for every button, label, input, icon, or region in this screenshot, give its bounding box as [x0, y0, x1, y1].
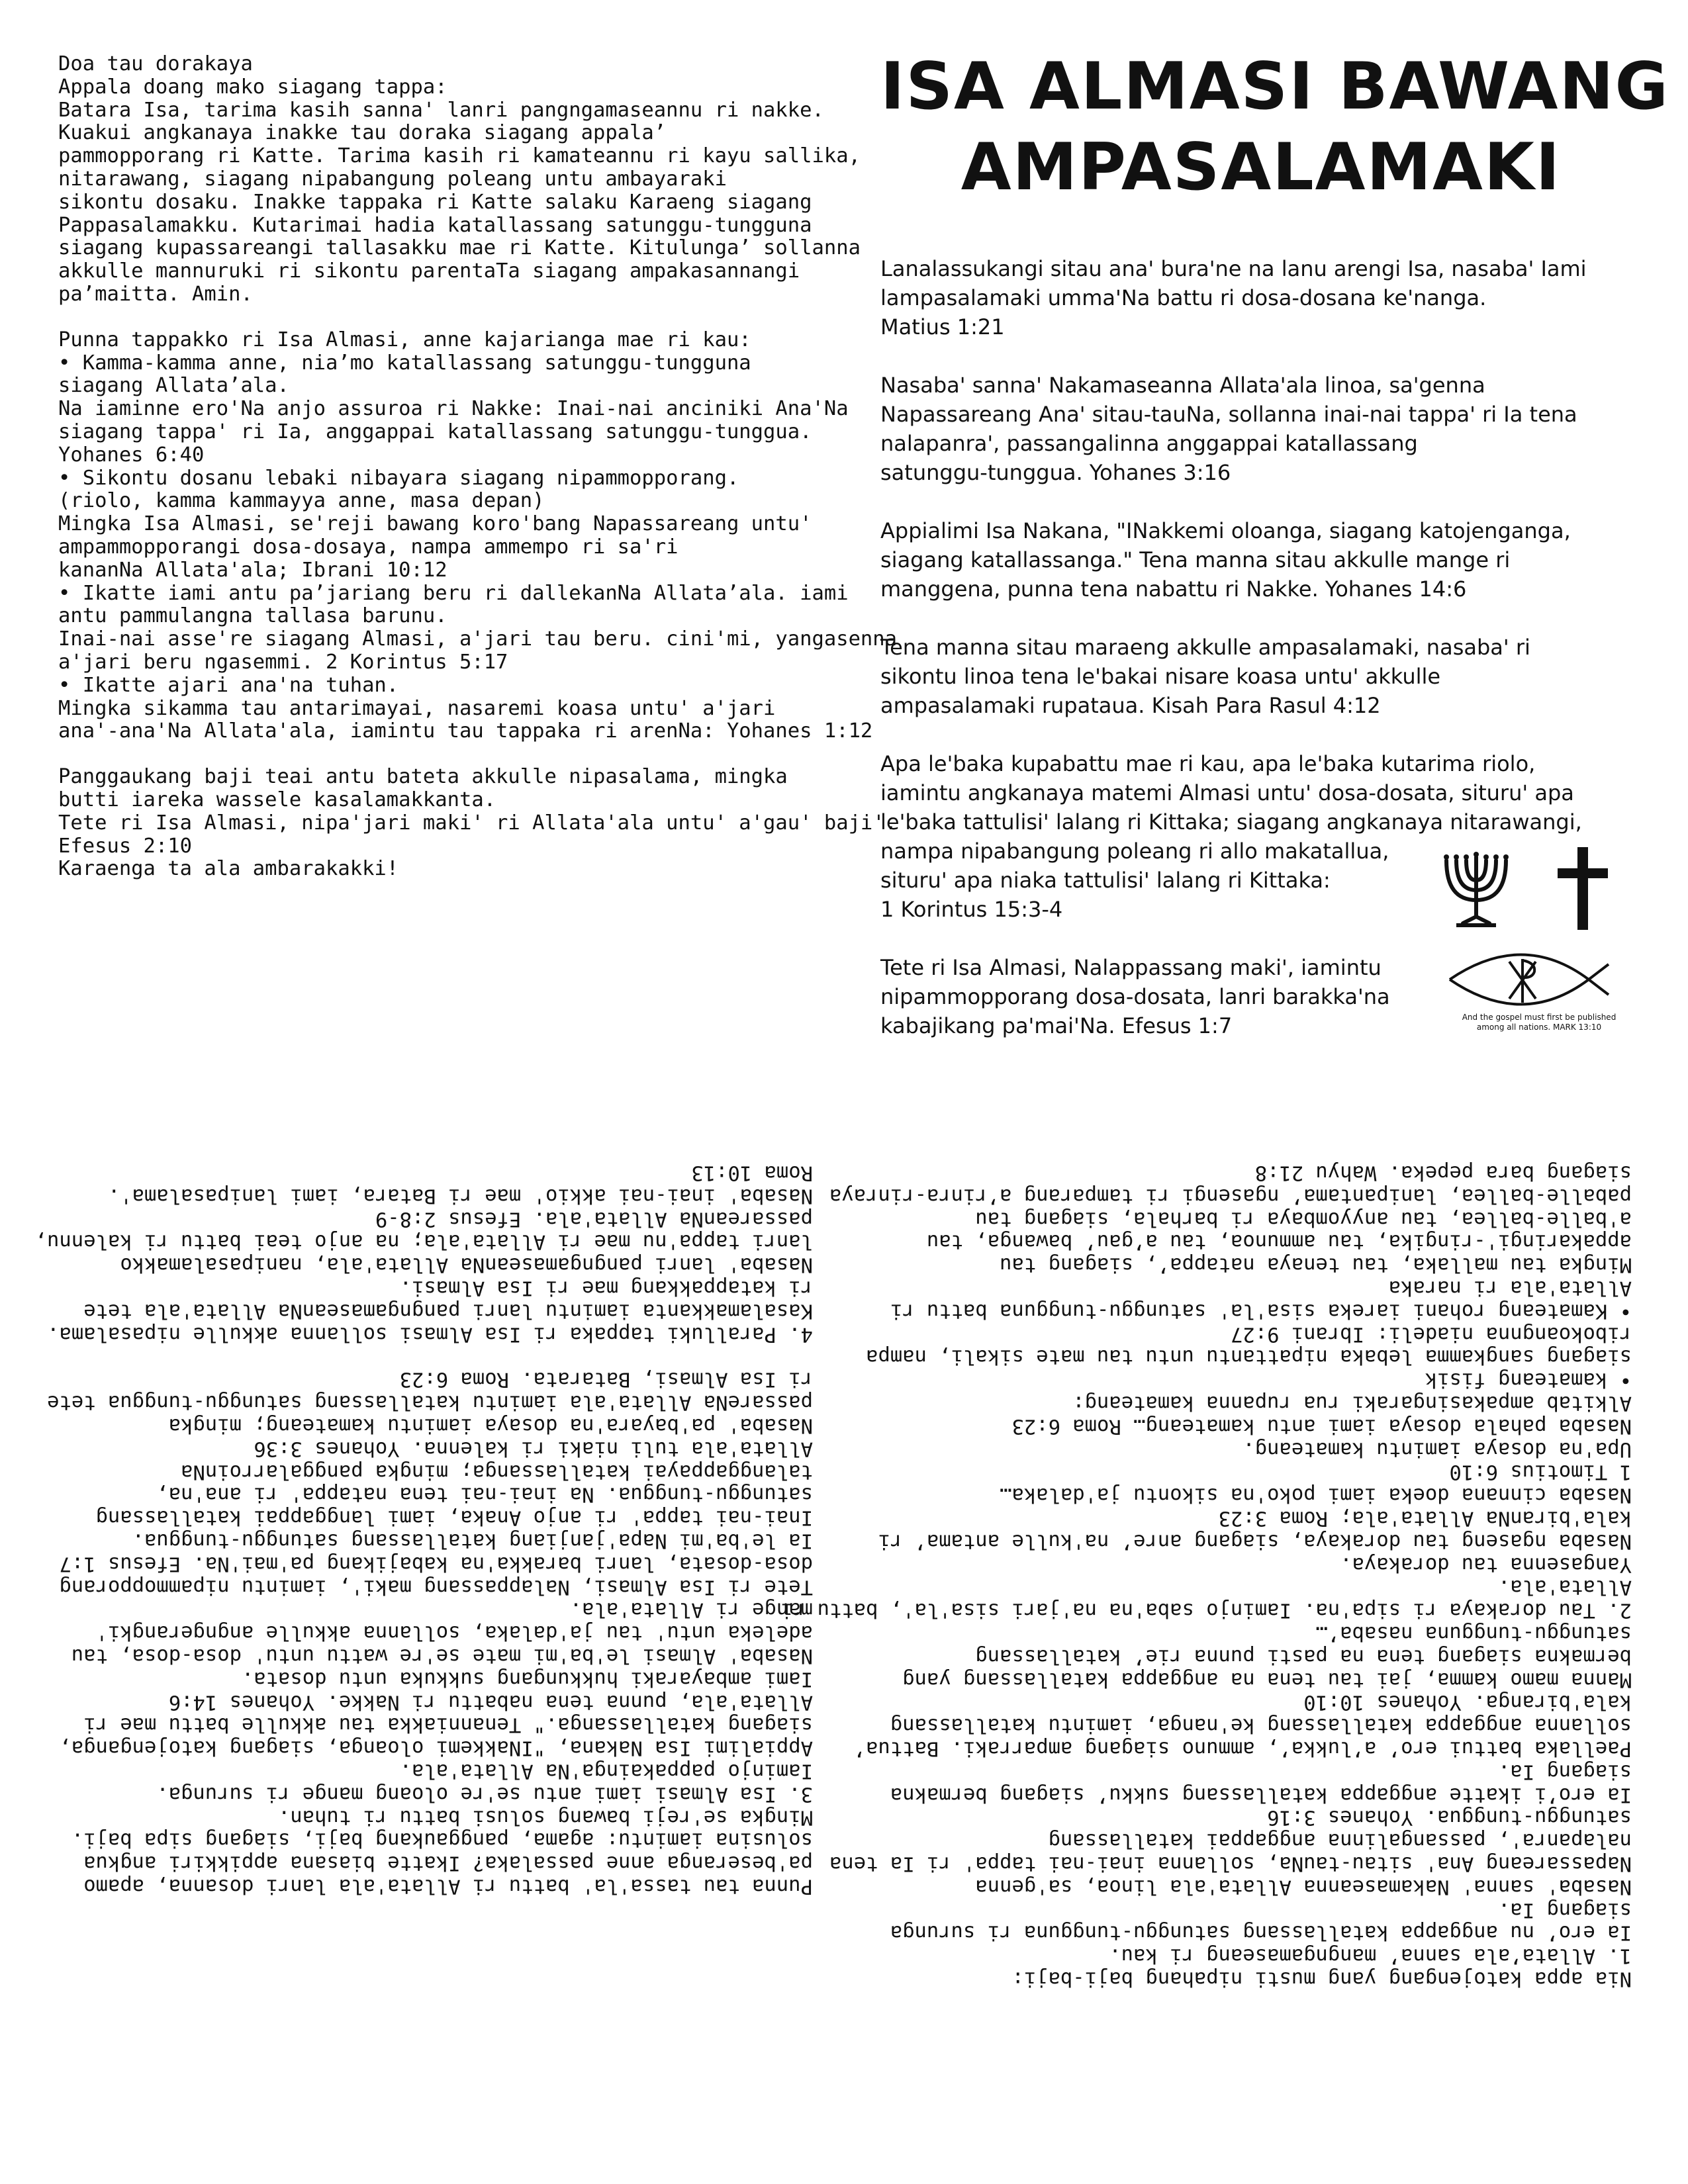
prayer-panel: [58, 52, 898, 903]
symbols-caption: [1440, 1013, 1638, 1032]
caption-line: And the gospel must first be published: [1462, 1013, 1617, 1022]
prayer-paragraph: [58, 52, 861, 306]
verse-paragraph: [880, 371, 1642, 487]
text-line: lampasalamaki umma'Na battu ri dosa-dosana ke'nanga.: [880, 285, 1487, 310]
title-line: ISA ALMASI BAWANG: [880, 49, 1669, 124]
text-line: Nasaba cinnana doeka iami poko'na sikontu ja'dalaka…: [1000, 1483, 1632, 1507]
text-line: Upa'na dosaya iamintu kamateang.: [1243, 1437, 1632, 1461]
text-line: Nasaba' sanna' Nakamaseanna Allata'ala linoa, sa'genna: [880, 373, 1485, 398]
text-line: Alkitab ampakasingaraki rua rupanna kamateang:: [1072, 1391, 1632, 1415]
ichthys-chi-rho-icon: [1450, 955, 1609, 1005]
text-line: dosa-dosata, lanri barakka'na kabajikang pa'mai'Na. Efesus 1:7: [59, 1552, 813, 1576]
text-line: Allata'ala.: [1498, 1576, 1632, 1600]
text-line: le'baka tattulisi' lalang ri Kittaka; siagang angkanaya nitarawangi,: [880, 809, 1582, 835]
text-line: Punna tau tassa'la' battu ri Allata'ala lanri dosanna, apamo: [83, 1874, 813, 1898]
text-line: nitarawang, siagang nipabangung poleang untu ambayaraki: [58, 167, 727, 191]
verse-paragraph: [880, 516, 1642, 604]
truths-paragraph: [780, 1161, 1632, 1991]
verse-paragraph: [880, 254, 1642, 341]
text-line: siagang sangkamma lebaka nipattantu untu tau mate sikali, nampa: [866, 1345, 1632, 1369]
text-line: Ia ero’i ikatte anggappa katallassang sukku’ siagang bermakna: [890, 1783, 1632, 1807]
text-line: ana'-ana'Na Allata'ala, iamintu tau tappaka ri arenNa: Yohanes 1:12: [58, 719, 873, 743]
text-line: siagang Allata’ala.: [58, 374, 289, 398]
text-line: Appialimi Isa Nakana, "INakkemi oloanga, siagang katojenganga,: [880, 518, 1571, 543]
cross-icon: [1558, 847, 1608, 930]
text-line: Batara Isa, tarima kasih sanna' lanri pangngamaseannu ri nakke.: [58, 98, 824, 122]
text-line: Tete ri Isa Almasi, Nalappassang maki', iamintu nipammopporang: [59, 1575, 813, 1599]
text-line: 1. Allata’ala sanna’ mangngamaseang ri kau.: [1109, 1944, 1632, 1968]
text-line: Inai-nai tappa' ri anjo Anaka, iami langgappai katallassang: [95, 1506, 813, 1529]
text-line: Nasaba pahala dosaya iami antu kamateang… Roma 6:23: [1011, 1414, 1632, 1438]
text-line: Efesus 2:10: [58, 834, 192, 858]
text-line: Apa le'baka kupabattu mae ri kau, apa le'baka kutarima riolo,: [880, 751, 1536, 776]
text-line: manggena, punna tena nabattu ri Nakke. Yohanes 14:6: [880, 576, 1467, 602]
text-line: 1 Timotius 6:10: [1449, 1461, 1632, 1484]
text-line: solusina iamintu: agama, panggaukang baji, siagang sipa baji.: [71, 1829, 813, 1852]
text-line: Kuakui angkanaya inakke tau doraka siagang appala’: [58, 121, 667, 145]
text-line: paballe-ballea, lanipantama’ ngasengi ri tamparang a’rinra-rinraya: [829, 1184, 1632, 1208]
text-line: siagang tappa' ri Ia, anggappai katallassang satunggu-tunggua.: [58, 420, 812, 443]
text-line: kananNa Allata'ala; Ibrani 10:12: [58, 558, 447, 582]
good-works-paragraph: [58, 765, 898, 881]
text-line: Yangasenna tau dorakaya.: [1340, 1553, 1632, 1576]
text-line: Nasaba ngaseng tau dorakaya, siagang anre’ na'kulle antama’ ri: [878, 1529, 1632, 1553]
text-line: a'balle-ballea, tau anyyombaya ri barhala, siagang tau: [975, 1207, 1632, 1231]
text-line: nipammopporang dosa-dosata, lanri barakka'na: [880, 984, 1390, 1009]
text-line: nalapanra', passangalinna anggappai katallassang: [880, 431, 1418, 456]
text-line: Punna tappakko ri Isa Almasi, anne kajarianga mae ri kau:: [58, 328, 751, 351]
text-line: • Ikatte ajari ana'na tuhan.: [58, 673, 399, 697]
text-line: Napassareang Ana' sitau-tauNa, sollanna inai-nai tappa' ri Ia tena: [880, 402, 1577, 427]
text-line: lanri tappa'nu mae ri Allata'ala; na anjo teai battu ri kalennu,: [34, 1230, 813, 1254]
caption-line: among all nations. MARK 13:10: [1476, 1023, 1602, 1032]
text-line: ri Isa Almasi, Batarata. Roma 6:23: [399, 1368, 813, 1392]
text-line: satunggu-tunggua. Yohanes 3:16: [1267, 1806, 1632, 1830]
text-line: kala'biranNa Allata'ala; Roma 3:23: [1218, 1506, 1632, 1530]
text-line: butti iareka wassele kasalamakkanta.: [58, 788, 496, 811]
text-line: ri katappakkang mae ri Isa Almasi.: [399, 1276, 813, 1300]
text-line: appakaringi'-ringika, tau ammunoa, tau a’gau’ bawanga, tau: [926, 1230, 1632, 1254]
text-line: Allata'ala, punna tena nabattu ri Nakke. Yohanes 14:6: [168, 1690, 813, 1714]
text-line: 4. Paralluki tappaka ri Isa Almasi sollanna akkulle nipasalama.: [47, 1322, 813, 1346]
text-line: siagang Ia.: [1498, 1760, 1632, 1784]
text-line: (riolo, kamma kammayya anne, masa depan): [58, 489, 545, 513]
text-line: Ia le'ba'mi Napa'janjiang katallassang satunggu-tunggua.: [132, 1529, 813, 1553]
text-line: passareanNa Allata'ala. Efesus 2:8-9: [375, 1207, 813, 1231]
text-line: satunggu-tungguna nasaba’…: [1315, 1621, 1632, 1645]
text-line: Mingka se'reji bawang solusi battu ri tuhan.: [278, 1805, 813, 1829]
text-line: Karaenga ta ala ambarakakki!: [58, 857, 399, 881]
text-line: Pappasalamakku. Kutarimai hadia katallassang satunggu-tungguna: [58, 213, 812, 237]
text-line: Yohanes 6:40: [58, 443, 205, 467]
text-line: Lanalassukangi sitau ana' bura'ne na lanu arengi Isa, nasaba' Iami: [880, 256, 1587, 281]
text-line: Ia ero’ nu anggappa katallassang satunggu-tungguna ri surunga: [890, 1921, 1632, 1945]
text-line: satunggu-tunggua. Yohanes 3:16: [880, 460, 1231, 485]
text-line: iamintu angkanaya matemi Almasi untu' dosa-dosata, situru' apa: [880, 780, 1574, 805]
text-line: mange ri Allata'ala.: [569, 1598, 813, 1622]
text-line: Tena manna sitau maraeng akkulle ampasalamaki, nasaba' ri: [880, 635, 1530, 660]
text-line: siagang katallassanga." Tena manna sitau akkulle mange ri: [880, 547, 1511, 572]
text-line: Iaminjo pappakainga'Na Allata'ala.: [399, 1759, 813, 1783]
text-line: akkulle mannuruki ri sikontu parentaTa siagang ampakasannangi: [58, 259, 800, 283]
page-title: [880, 46, 1669, 208]
text-line: Nasaba' Almasi le'ba'mi mate se're wattu untu' dosa-dosa, tau: [71, 1644, 813, 1668]
text-line: nampa nipabangung poleang ri allo makatallua,: [880, 839, 1389, 864]
text-line: adeleka untu' tau ja'dalaka, sollanna akkulle angngerangki': [95, 1621, 813, 1645]
text-line: • Sikontu dosanu lebaki nibayara siagang nipammopporang.: [58, 466, 739, 490]
text-line: sikontu dosaku. Inakke tappaka ri Katte salaku Karaeng siagang: [58, 190, 812, 214]
text-line: siagang Ia.: [1498, 1898, 1632, 1922]
faith-paragraph: [34, 1161, 813, 1346]
text-line: antu pammulangna tallasa barunu.: [58, 604, 447, 628]
truths-panel-rotated: [780, 1138, 1632, 1991]
text-line: Na iaminne ero'Na anjo assuroa ri Nakke: Inai-nai anciniki Ana'Na: [58, 397, 849, 421]
text-line: Manna mamo kamma, jai tau tena na anggappa katallassang yang: [902, 1668, 1632, 1692]
text-line: Allata'ala tuli niaki ri kalenna. Yohanes 3:36: [254, 1437, 813, 1461]
text-line: pa’maitta. Amin.: [58, 282, 253, 306]
text-line: Nia appa katojengang yang musti nipahang baji-baji:: [1011, 1967, 1632, 1991]
text-line: Kasalamakkanta iamintu lanri pangngamaseanNa Allata'ala tete: [83, 1299, 813, 1323]
text-line: nalapanra', passangalinna anggappai katallassang: [1048, 1829, 1632, 1852]
text-line: siagang katallassanga." Tenanniakka tau akkulle battu mae ri: [83, 1713, 813, 1737]
solution-panel-rotated: [34, 1138, 813, 1898]
text-line: Napassareang Ana' sitau-tauNa, sollanna inai-nai tappa' ri Ia tena: [829, 1852, 1632, 1876]
text-line: bermakna siagang tena na pasti punna rie’ katallassang: [975, 1645, 1632, 1668]
text-line: sollanna anggappa katallassang ke'nanga, iamintu katallassang: [890, 1713, 1632, 1737]
text-line: 3. Isa Almasi iami antu se're oloang mange ri surunga.: [156, 1782, 813, 1806]
verse-paragraph: [880, 633, 1642, 720]
believer-benefits-paragraph: [58, 328, 898, 743]
text-line: Tete ri Isa Almasi, nipa'jari maki' ri Allata'ala untu' a'gau' baji'.: [58, 811, 898, 835]
text-line: Panggaukang baji teai antu bateta akkulle nipasalama, mingka: [58, 765, 788, 789]
text-line: Nasaba' lanri pangngamaseanNa Allata'ala, nanipasalamakko: [120, 1253, 813, 1277]
text-line: ampasalamaki rupataua. Kisah Para Rasul 4:12: [880, 693, 1381, 718]
text-line: Mingka sikamma tau antarimayai, nasaremi koasa untu' a'jari: [58, 696, 776, 720]
text-line: • kamateang fisik: [1425, 1368, 1632, 1392]
solution-paragraph: [47, 1367, 813, 1898]
text-line: Iami ambayaraki hukkungang sukkuka untu dosata.: [241, 1667, 813, 1691]
title-line: AMPASALAMAKI: [961, 130, 1562, 205]
text-line: Nasaba' sanna' Nakamaseanna Allata'ala linoa, sa'genna: [975, 1875, 1632, 1899]
text-line: Nasaba' inai-nai akkio' mae ri Batara, iami lanipasalama'.: [107, 1184, 813, 1208]
text-line: Roma 10:13: [691, 1161, 813, 1185]
menorah-icon: [1444, 852, 1509, 927]
text-line: Appala doang mako siagang tappa:: [58, 75, 447, 99]
text-line: • Ikatte iami antu pa’jariang beru ri dallekanNa Allata’ala. iami: [58, 581, 849, 605]
text-line: Mingka tau mallaka, tau tenaya natappa’, siagang tau: [1000, 1253, 1632, 1277]
text-line: kala'biranga. Yohanes 10:10: [1303, 1691, 1632, 1715]
text-line: passareNa Allata'ala iamintu katallassang satunggu-tunggua tete: [47, 1390, 813, 1414]
text-line: talanggappayai katallassanga; mingka panggalarroinNa: [181, 1460, 813, 1484]
text-line: sikontu linoa tena le'bakai nisare koasa untu' akkulle: [880, 664, 1441, 689]
text-line: Tete ri Isa Almasi, Nalappassang maki', iamintu: [880, 955, 1382, 980]
text-line: satunggu-tunggua. Na inai-nai tena natappa' ri ana'na,: [156, 1483, 813, 1507]
text-line: pa'beseranga anne passalaka? Ikatte biasana appikkiri angkua: [83, 1851, 813, 1875]
text-line: ampammopporangi dosa-dosaya, nampa ammempo ri sa'ri: [58, 535, 679, 559]
text-line: Nasaba' pa'bayara'na dosaya iamintu kamateang; mingka: [168, 1414, 813, 1437]
text-line: Appialimi Isa Nakana, "INakkemi oloanga, siagang katojenganga,: [59, 1736, 813, 1760]
text-line: situru' apa niaka tattulisi' lalang ri Kittaka:: [880, 868, 1331, 893]
text-line: Allata'ala ri naraka: [1388, 1276, 1632, 1300]
text-line: Paellaka battui ero’ a’lukka’, ammuno siagang amparraki. Battua’: [853, 1737, 1632, 1760]
text-line: Inai-nai asse're siagang Almasi, a'jari tau beru. cini'mi, yangasenna: [58, 627, 898, 651]
text-line: Doa tau dorakaya: [58, 52, 253, 75]
text-line: • Kamma-kamma anne, nia’mo katallassang satunggu-tungguna: [58, 351, 751, 375]
text-line: 1 Korintus 15:3-4: [880, 897, 1063, 922]
text-line: siagang bara pepeka. Wahyu 21:8: [1254, 1161, 1632, 1185]
text-line: pammopporang ri Katte. Tarima kasih ri kamateannu ri kayu sallika,: [58, 144, 861, 168]
text-line: kabajikang pa'mai'Na. Efesus 1:7: [880, 1013, 1233, 1038]
text-line: • Kamateang rohani iareka sisa'la' satunggu-tungguna battu ri: [890, 1299, 1632, 1323]
text-line: 2. Tau dorakaya ri sipa'na. Iaminjo saba'na na'jari sisa'la', battu ri: [780, 1598, 1632, 1622]
text-line: siagang kupassareangi tallasakku mae ri Katte. Kitulunga’ sollanna: [58, 236, 861, 260]
text-line: Matius 1:21: [880, 314, 1005, 340]
text-line: ribokoangnna niadeli: Ibrani 9:27: [1231, 1322, 1632, 1346]
text-line: Mingka Isa Almasi, se'reji bawang koro'bang Napassareang untu': [58, 512, 812, 536]
text-line: a'jari beru ngasemmi. 2 Korintus 5:17: [58, 650, 508, 674]
